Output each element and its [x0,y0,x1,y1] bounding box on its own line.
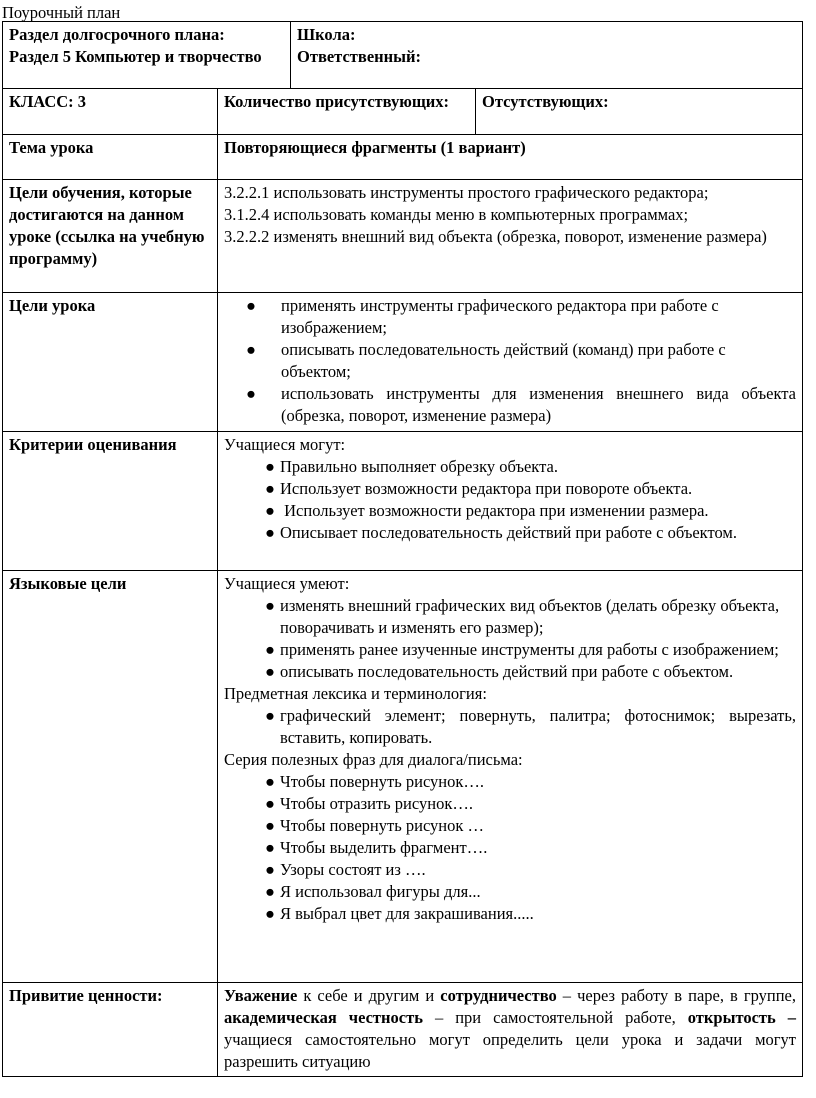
absent-cell: Отсутствующих: [476,89,803,135]
bullet-icon: ● [265,794,275,813]
document-title: Поурочный план [2,3,121,22]
present-cell: Количество присутствующих: [218,89,476,135]
list-item: ● Чтобы повернуть рисунок…. [265,772,485,791]
phrases-title: Серия полезных фраз для диалога/письма: [224,750,523,769]
school-cell [291,22,803,89]
class-cell: КЛАСС: 3 [3,89,218,135]
section-value: Раздел 5 Компьютер и творчество [9,47,262,66]
criteria-intro: Учащиеся могут: [224,435,346,454]
list-item: ● описывать последовательность действий (команд) при работе с объектом; [246,340,726,381]
header-row-section [3,22,803,89]
list-item: ● Чтобы повернуть рисунок … [265,816,485,835]
bullet-icon: ● [265,904,275,923]
bullet-icon: ● [246,340,256,359]
bullet-icon: ● [246,296,256,315]
bullet-icon: ● [265,816,275,835]
list-item: ● Чтобы отразить рисунок…. [265,794,473,813]
lesson-plan-table [2,21,803,1077]
bullet-icon: ● [265,838,275,857]
learning-goals-value [218,180,803,293]
lesson-goals-row [3,293,803,432]
list-item: ● Использует возможности редактора при повороте объекта. [265,479,693,498]
school-label: Школа: [297,25,356,44]
list-item: ● Чтобы выделить фрагмент…. [265,838,488,857]
values-row [3,983,803,1077]
criteria-value [218,432,803,571]
learning-goal-line: 3.2.2.2 изменять внешний вид объекта (обрезка, поворот, изменение размера) [224,227,767,246]
bullet-icon: ● [265,596,275,615]
bullet-icon: ● [246,384,256,403]
learning-goals-row [3,180,803,293]
bullet-icon: ● [265,640,275,659]
language-goals-value [218,571,803,983]
list-item: ● применять ранее изученные инструменты для работы с изображением; [265,640,779,659]
list-item: ● Узоры состоят из …. [265,860,426,879]
topic-row [3,135,803,180]
section-label: Раздел долгосрочного плана: [9,25,225,44]
bullet-icon: ● [265,457,275,476]
lesson-goals-value [218,293,803,432]
bullet-icon: ● [265,706,275,725]
list-item: ● описывать последовательность действий при работе с объектом. [265,662,734,681]
list-item: ● Я выбрал цвет для закрашивания..... [265,904,534,923]
list-item: ● Использует возможности редактора при изменении размера. [265,501,709,520]
language-goals-label: Языковые цели [3,571,218,983]
list-item: ● изменять внешний графических вид объектов (делать обрезку объекта, поворачивать и изменять его размер); [265,596,780,637]
list-item: ● применять инструменты графического редактора при работе с изображением; [246,296,719,337]
values-label: Привитие ценности: [3,983,218,1077]
list-item: ● Я использовал фигуры для... [265,882,481,901]
learning-goal-line: 3.1.2.4 использовать команды меню в компьютерных программах; [224,205,689,224]
header-row-class [3,89,803,135]
list-item: ● использовать инструменты для изменения внешнего вида объекта (обрезка, поворот, изменение размера) [246,384,797,425]
values-value: Уважение к себе и другим и сотрудничество – через работу в паре, в группе, академическая честность – при самостоятельной работе, открытость – учащиеся самостоятельно могут определить цели урока и задачи могут разрешить ситуацию [218,983,803,1077]
bullet-icon: ● [265,479,275,498]
vocab-title: Предметная лексика и терминология: [224,684,487,703]
criteria-row [3,432,803,571]
bullet-icon: ● [265,501,275,520]
bullet-icon: ● [265,772,275,791]
bullet-icon: ● [265,523,275,542]
section-cell [3,22,291,89]
topic-label: Тема урока [3,135,218,180]
learning-goal-line: 3.2.2.1 использовать инструменты простого графического редактора; [224,183,709,202]
responsible-label: Ответственный: [297,47,422,66]
learning-goals-label: Цели обучения, которые достигаются на данном уроке (ссылка на учебную программу) [3,180,218,293]
lesson-goals-label: Цели урока [3,293,218,432]
criteria-label: Критерии оценивания [3,432,218,571]
bullet-icon: ● [265,662,275,681]
language-goals-row [3,571,803,983]
topic-value: Повторяющиеся фрагменты (1 вариант) [218,135,803,180]
bullet-icon: ● [265,882,275,901]
bullet-icon: ● [265,860,275,879]
list-item: ● Описывает последовательность действий при работе с объектом. [265,523,737,542]
list-item: ● Правильно выполняет обрезку объекта. [265,457,558,476]
list-item: ● графический элемент; повернуть, палитра; фотоснимок; вырезать, вставить, копировать. [265,706,797,747]
language-intro: Учащиеся умеют: [224,574,350,593]
